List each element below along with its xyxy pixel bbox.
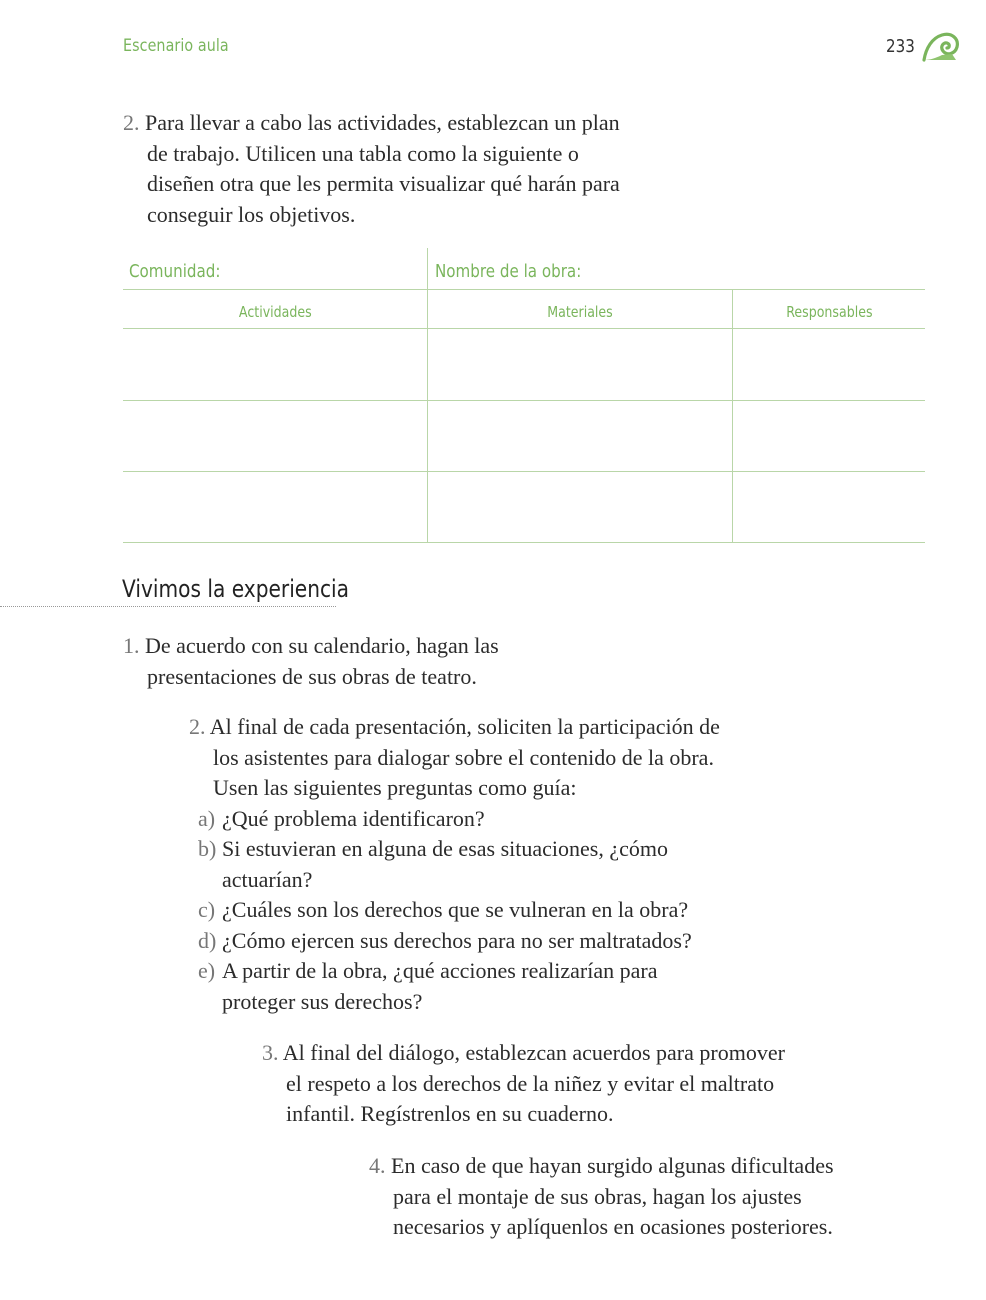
- item-line: De acuerdo con su calendario, hagan las: [145, 633, 499, 658]
- question-line: Si estuvieran en alguna de esas situaciones, ¿cómo: [222, 836, 668, 861]
- question-line: ¿Cómo ejercen sus derechos para no ser maltratados?: [222, 927, 692, 953]
- plan-instructions: [123, 108, 620, 230]
- item-line: el respeto a los derechos de la niñez y evitar el maltrato: [286, 1070, 775, 1096]
- instruction-line: de trabajo. Utilicen una tabla como la siguiente o: [147, 140, 579, 166]
- item-line: Al final de cada presentación, soliciten la participación de: [209, 714, 720, 739]
- comunidad-label: Comunidad:: [129, 261, 221, 282]
- activity-item-4: [369, 1151, 834, 1243]
- section-underline: [0, 606, 336, 607]
- item-line: los asistentes para dialogar sobre el contenido de la obra.: [213, 744, 714, 770]
- question-line: proteger sus derechos?: [222, 988, 423, 1014]
- question-line: actuarían?: [222, 866, 313, 892]
- question-letter: c): [198, 897, 216, 922]
- table-divider: [427, 248, 428, 542]
- question-letter: b): [198, 836, 217, 861]
- item-line: Usen las siguientes preguntas como guía:: [213, 775, 577, 800]
- section-title: Vivimos la experiencia: [122, 575, 350, 603]
- work-plan-table: [123, 248, 925, 542]
- item-line: para el montaje de sus obras, hagan los ajustes: [393, 1183, 802, 1209]
- table-divider: [123, 542, 925, 543]
- table-divider: [123, 289, 925, 290]
- item-line: En caso de que hayan surgido algunas dificultades: [391, 1153, 834, 1178]
- item-line: infantil. Regístrenlos en su cuaderno.: [286, 1101, 614, 1126]
- obra-label: Nombre de la obra:: [435, 261, 582, 282]
- item-number: 4.: [369, 1153, 386, 1178]
- instruction-line: Para llevar a cabo las actividades, establezcan un plan: [145, 110, 620, 135]
- table-divider: [123, 328, 925, 329]
- question-line: ¿Cuáles son los derechos que se vulneran en la obra?: [222, 897, 689, 922]
- column-header-responsables: Responsables: [785, 303, 873, 321]
- spiral-snail-icon: [922, 30, 960, 62]
- table-divider: [123, 471, 925, 472]
- question-letter: d): [198, 927, 217, 953]
- item-line: Al final del diálogo, establezcan acuerdos para promover: [282, 1040, 785, 1065]
- question-a: [189, 804, 720, 835]
- question-line: A partir de la obra, ¿qué acciones realizarían para: [222, 958, 658, 983]
- activity-item-3: [262, 1038, 785, 1130]
- item-number: 3.: [262, 1040, 279, 1065]
- question-d: [189, 926, 720, 957]
- table-divider: [732, 289, 733, 542]
- question-b: [189, 834, 720, 865]
- item-number: 2.: [123, 110, 140, 135]
- running-header-section: Escenario aula: [123, 36, 229, 56]
- instruction-line: conseguir los objetivos.: [147, 201, 356, 227]
- question-letter: e): [198, 958, 216, 983]
- activity-item-1: [123, 631, 499, 692]
- column-header-materiales: Materiales: [547, 303, 613, 321]
- page-number: 233: [886, 36, 915, 57]
- item-line: presentaciones de sus obras de teatro.: [147, 663, 477, 689]
- question-letter: a): [198, 805, 216, 831]
- question-c: [189, 895, 720, 926]
- table-divider: [123, 400, 925, 401]
- instruction-line: diseñen otra que les permita visualizar qué harán para: [147, 171, 620, 196]
- item-number: 1.: [123, 633, 140, 658]
- item-line: necesarios y aplíquenlos en ocasiones posteriores.: [393, 1214, 833, 1239]
- item-number: 2.: [189, 714, 206, 739]
- activity-item-2: [189, 712, 720, 1017]
- question-e: [189, 956, 720, 987]
- column-header-actividades: Actividades: [238, 303, 312, 321]
- question-line: ¿Qué problema identificaron?: [222, 805, 485, 831]
